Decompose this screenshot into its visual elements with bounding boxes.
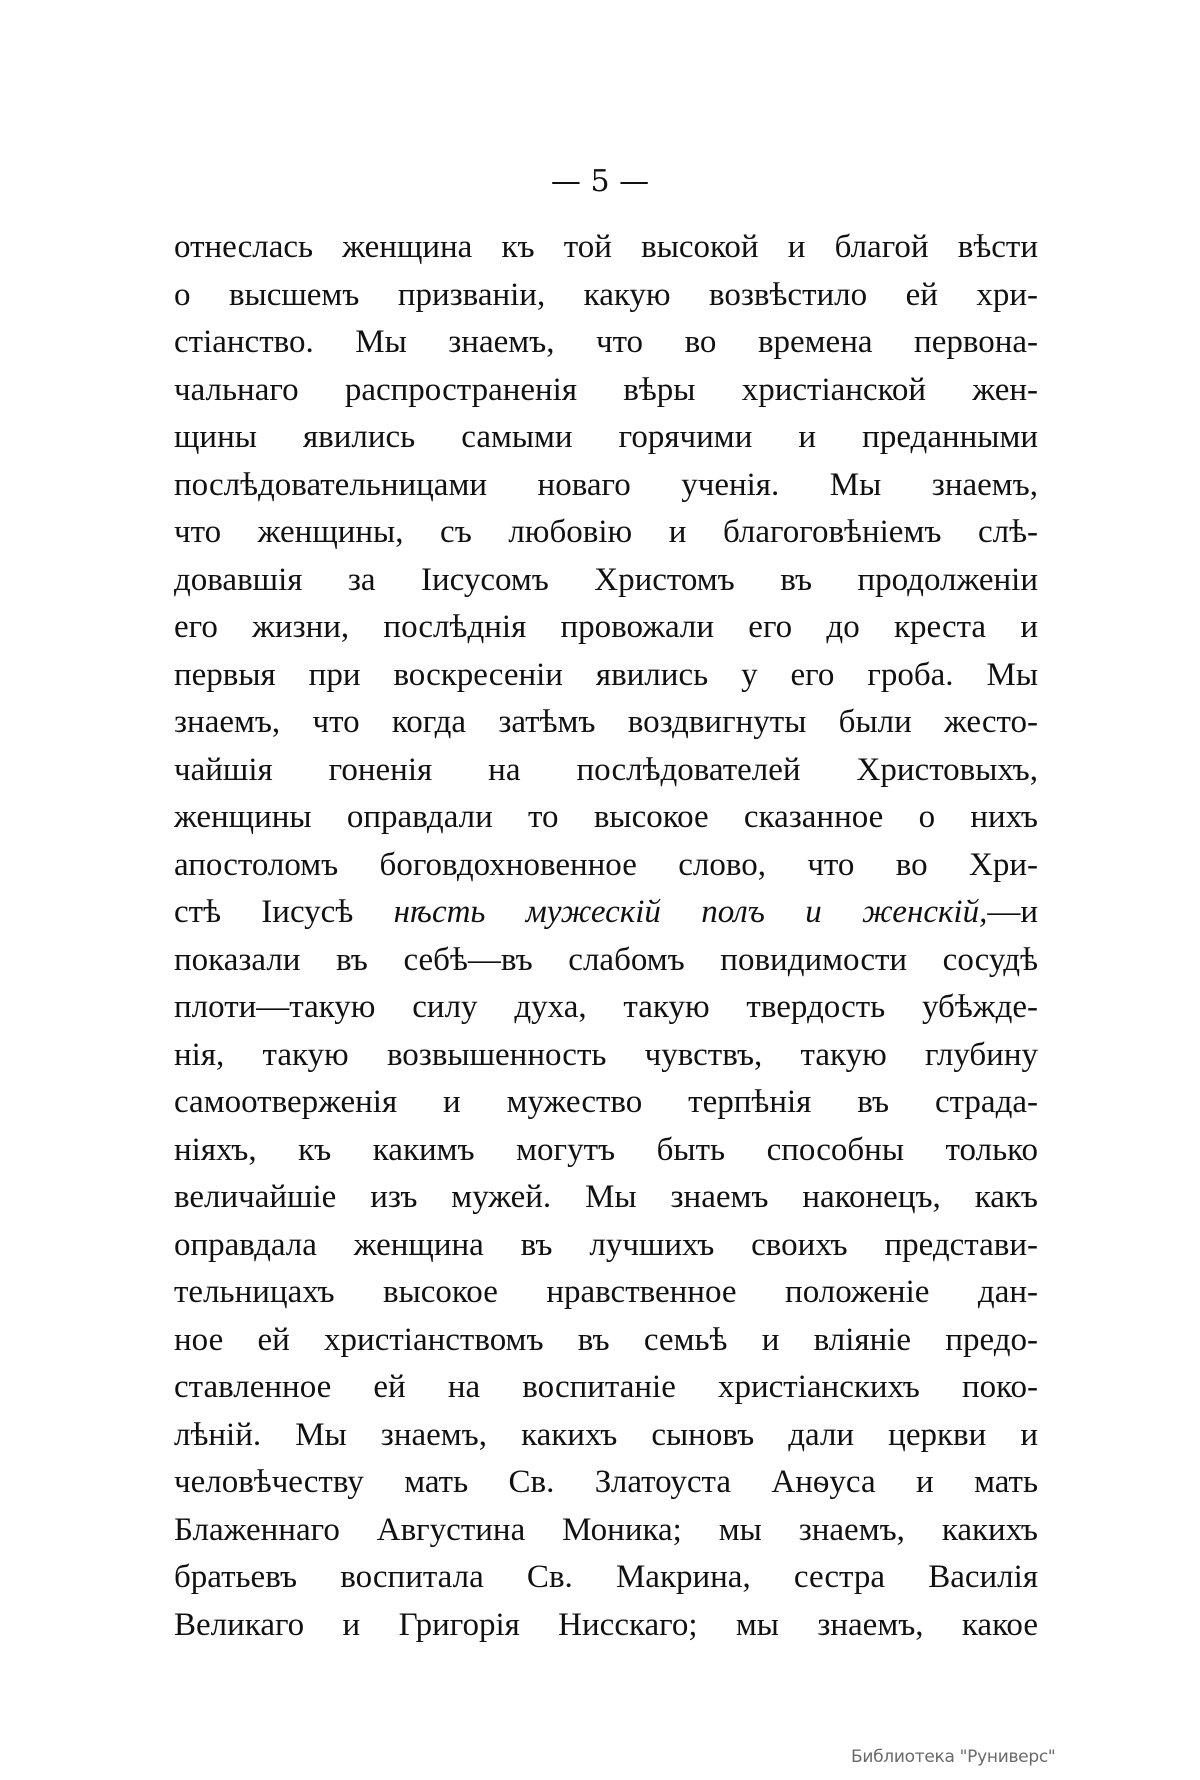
page-number: — 5 — — [550, 164, 650, 199]
text-line: величайшіе изъ мужей. Мы знаемъ наконецъ, какъ — [174, 1179, 1038, 1215]
text-line: показали въ себѣ—въ слабомъ повидимости сосудѣ — [174, 941, 1038, 978]
text-line: его жизни, послѣднія провожали его до креста и — [174, 609, 1038, 645]
text-line: нія, такую возвышенность чувствъ, такую глубину — [174, 1036, 1038, 1073]
text-line: чайшія гоненія на послѣдователей Христовыхъ, — [174, 751, 1038, 788]
text-line: женщины оправдали то высокое сказанное о нихъ — [174, 799, 1038, 835]
text-line: знаемъ, что когда затѣмъ воздвигнуты были жесто- — [174, 704, 1038, 740]
text-line: самоотверженія и мужество терпѣнія въ страда- — [174, 1084, 1038, 1120]
text-line: первыя при воскресеніи явились у его гроба. Мы — [174, 656, 1038, 693]
text-line: отнеслась женщина къ той высокой и благой вѣсти — [174, 229, 1038, 265]
text-segment: стѣ Іисусѣ — [174, 894, 394, 930]
text-line: чальнаго распространенія вѣры христіанской жен- — [174, 371, 1038, 408]
text-line: стіанство. Мы знаемъ, что во времена первона- — [174, 324, 1038, 360]
text-line: плоти—такую силу духа, такую твердость убѣжде- — [174, 989, 1038, 1025]
text-segment: —и — [987, 894, 1038, 930]
text-line: довавшія за Іисусомъ Христомъ въ продолженіи — [174, 561, 1038, 598]
text-line: ное ей христіанствомъ въ семьѣ и вліяніе предо- — [174, 1321, 1038, 1358]
text-line: Великаго и Григорія Нисскаго; мы знаемъ, какое — [174, 1606, 1038, 1643]
text-line: ставленное ей на воспитаніе христіанскихъ поко- — [174, 1369, 1038, 1405]
text-line: Блаженнаго Августина Моника; мы знаемъ, какихъ — [174, 1511, 1038, 1548]
text-line: апостоломъ боговдохновенное слово, что во Хри- — [174, 846, 1038, 883]
text-line: лѣній. Мы знаемъ, какихъ сыновъ дали церкви и — [174, 1416, 1038, 1453]
text-line — [174, 889, 1038, 937]
text-line: что женщины, съ любовію и благоговѣніемъ слѣ- — [174, 514, 1038, 550]
italic-quote: нѣсть мужескій полъ и женскій, — [393, 894, 988, 930]
body-text — [174, 224, 1038, 1649]
library-watermark: Библиотека "Руниверс" — [851, 1747, 1056, 1767]
text-line: о высшемъ призваніи, какую возвѣстило ей хри- — [174, 276, 1038, 313]
text-line: оправдала женщина въ лучшихъ своихъ представи- — [174, 1226, 1038, 1263]
text-line: послѣдовательницами новаго ученія. Мы знаемъ, — [174, 466, 1038, 503]
text-line: тельницахъ высокое нравственное положеніе дан- — [174, 1274, 1038, 1310]
text-line: ніяхъ, къ какимъ могутъ быть способны только — [174, 1131, 1038, 1168]
text-line: человѣчеству мать Св. Златоуста Анѳуса и мать — [174, 1464, 1038, 1500]
text-line: братьевъ воспитала Св. Макрина, сестра Василія — [174, 1559, 1038, 1595]
text-line: щины явились самыми горячими и преданными — [174, 419, 1038, 455]
